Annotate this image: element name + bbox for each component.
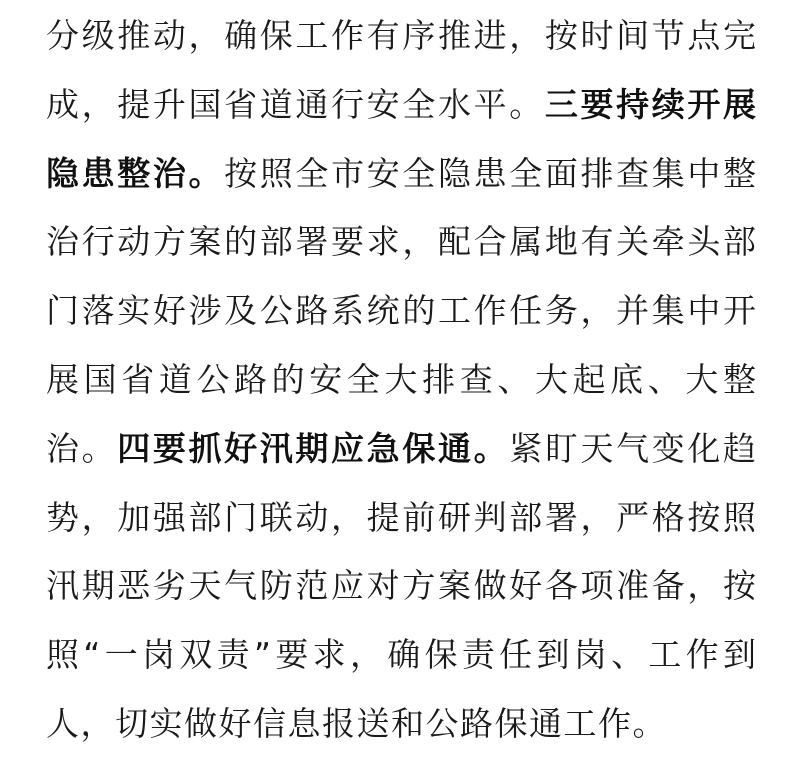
text-segment: 展国省道公路的安全大排查、大起底、大整: [46, 359, 756, 399]
bold-text-segment: 隐患整治。: [46, 153, 225, 193]
text-line: [46, 346, 756, 415]
bold-text-segment: 三要持续开展: [544, 84, 757, 124]
bold-text-segment: 四要抓好汛期应急保通。: [117, 428, 510, 468]
text-line: [46, 621, 756, 690]
text-segment: 治行动方案的部署要求，配合属地有关牵头部: [46, 222, 756, 262]
text-segment: 门落实好涉及公路系统的工作任务，并集中开: [46, 291, 756, 331]
text-line: [46, 277, 756, 346]
text-line: [46, 2, 756, 71]
article-body: [46, 2, 756, 759]
text-line: [46, 552, 756, 621]
text-segment: 成，提升国省道通行安全水平。: [46, 84, 545, 124]
text-segment: 紧盯天气变化趋: [509, 428, 757, 468]
text-line: [46, 208, 756, 277]
text-line: [46, 484, 756, 553]
text-segment: 汛期恶劣天气防范应对方案做好各项准备，按: [46, 566, 756, 606]
text-segment: 照“一岗双责”要求，确保责任到岗、工作到: [46, 635, 756, 675]
text-line: [46, 415, 756, 484]
text-line: [46, 690, 756, 759]
text-segment: 势，加强部门联动，提前研判部署，严格按照: [46, 497, 756, 537]
text-segment: 分级推动，确保工作有序推进，按时间节点完: [46, 16, 756, 55]
text-segment: 按照全市安全隐患全面排查集中整: [224, 153, 757, 193]
text-line: [46, 71, 756, 140]
text-segment: 人，切实做好信息报送和公路保通工作。: [46, 703, 667, 743]
text-line: [46, 140, 756, 209]
text-segment: 治。: [46, 428, 118, 468]
